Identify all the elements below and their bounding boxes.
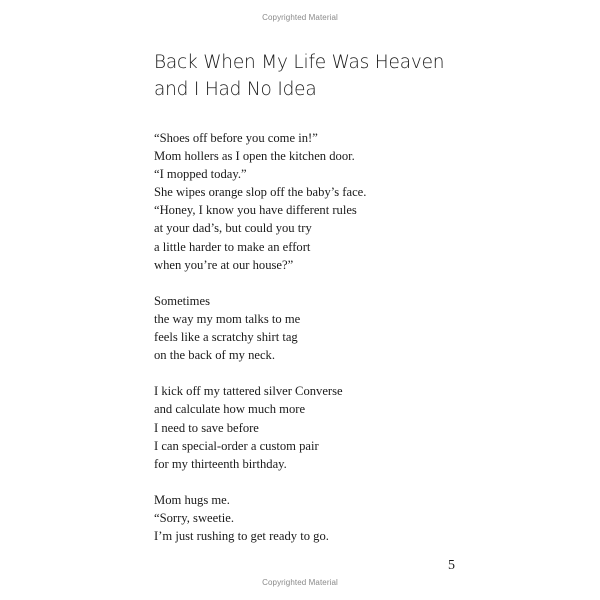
- poem-line: Sometimes: [154, 293, 210, 308]
- stanza-2: [154, 292, 534, 364]
- poem-line: feels like a scratchy shirt tag: [154, 330, 298, 345]
- poem-line: Mom hugs me.: [154, 492, 230, 507]
- copyright-watermark-top: Copyrighted Material: [262, 13, 338, 22]
- poem-body: [154, 129, 534, 563]
- stanza-1: [154, 129, 534, 274]
- poem-line: and calculate how much more: [154, 402, 306, 417]
- page-number: 5: [448, 558, 455, 573]
- poem-line: at your dad’s, but could you try: [154, 221, 312, 236]
- copyright-watermark-bottom: Copyrighted Material: [262, 578, 338, 587]
- poem-title-line-1: Back When My Life Was Heaven: [154, 52, 445, 73]
- poem-line: “Honey, I know you have different rules: [154, 203, 357, 218]
- poem-title-line-2: and I Had No Idea: [154, 79, 317, 100]
- poem-line: “Sorry, sweetie.: [154, 510, 234, 525]
- poem-line: I need to save before: [154, 420, 259, 435]
- stanza-4: [154, 491, 534, 545]
- poem-line: I’m just rushing to get ready to go.: [154, 529, 329, 544]
- poem-line: I kick off my tattered silver Converse: [154, 384, 343, 399]
- poem-line: the way my mom talks to me: [154, 311, 301, 326]
- poem-line: on the back of my neck.: [154, 348, 275, 363]
- poem-title: [154, 49, 554, 103]
- poem-line: when you’re at our house?”: [154, 257, 294, 272]
- stanza-3: [154, 382, 534, 472]
- poem-line: I can special-order a custom pair: [154, 438, 319, 453]
- poem-line: for my thirteenth birthday.: [154, 456, 287, 471]
- poem-line: “I mopped today.”: [154, 167, 247, 182]
- poem-line: “Shoes off before you come in!”: [154, 131, 318, 145]
- poem-line: She wipes orange slop off the baby’s face.: [154, 185, 367, 200]
- poem-line: Mom hollers as I open the kitchen door.: [154, 149, 355, 164]
- poem-line: a little harder to make an effort: [154, 239, 311, 254]
